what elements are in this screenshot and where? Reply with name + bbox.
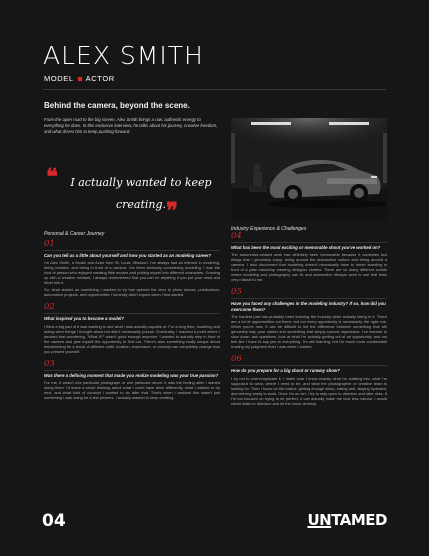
role-model: MODEL	[44, 74, 74, 83]
qa-block	[44, 303, 220, 353]
right-section-title: Industry Experience & Challenges	[231, 226, 307, 232]
qa-block	[44, 240, 220, 297]
open-quote-icon: ❝	[46, 164, 58, 190]
brand-logo	[307, 511, 387, 529]
left-section-title: Personal & Career Journey	[44, 231, 105, 237]
qa-block	[231, 232, 387, 282]
article-intro: From the open road to the big screen, Alex Smith brings a raw, authentic energy to everything he does. In this exclusive interview, he talks about his journey, creative freedom, and what drives him to keep pushing forward.	[44, 117, 218, 134]
role-actor: ACTOR	[85, 74, 115, 83]
answer-paragraph: I try not to overcomplicate it. I make sure I know exactly what I'm walking into, what I'm supposed to wear, where I need to be, and what the photographer or creative team is looking for. Then I focus on the basics: getting enough sleep, eating well, staying hydrated, and arriving ready to work. Once I'm on set, I try to stay open to direction and take risks. If I'm too focused on trying to be perfect, it can actually make me look less natural. I would rather listen to direction and let the shoot develop.	[231, 375, 387, 406]
role-separator-icon	[78, 77, 82, 81]
question-text: What inspired you to become a model?	[44, 316, 124, 322]
question-number: 05	[231, 288, 387, 299]
qa-block	[231, 355, 387, 405]
question-number: 06	[231, 355, 387, 366]
roles-line	[44, 74, 115, 83]
answer-paragraph: So, what started as something I wanted to try has opened the door to photo shoots, publications, automotive projects, and opportunities I honestly didn't expect when I first started.	[44, 287, 220, 298]
brand-logo-part-1: UN	[307, 511, 332, 529]
qa-block	[231, 288, 387, 349]
question-number: 02	[44, 303, 220, 314]
close-quote-icon: ❞	[166, 198, 178, 224]
hero-photo	[231, 118, 387, 222]
page-number: 04	[42, 511, 66, 531]
model-name: ALEX SMITH	[43, 41, 204, 70]
car-photo-illustration	[231, 118, 387, 222]
right-column	[231, 232, 387, 412]
question-text: How do you prepare for a big shoot or runway show?	[231, 368, 340, 374]
question-text: Can you tell us a little about yourself and how you started as an modeling career?	[44, 253, 212, 258]
question-text: Have you faced any challenges in the modeling industry? If so, how did you overcome them?	[231, 301, 386, 312]
pull-quote	[44, 160, 222, 224]
left-column	[44, 240, 220, 406]
question-text: What has been the most exciting or memorable shoot you've worked on?	[231, 245, 381, 250]
brand-logo-part-2: TAMED	[331, 511, 387, 529]
answer-paragraph: For me, it wasn't one particular photograph or one particular shoot. It was the feeling after I started doing them. I'd leave a shoot thinking about what I could have done differently, what I wanted to try next, and what kind of concept I wanted to do after that. That's when I realized this wasn't just something I was doing for a few pictures. I actually wanted to keep creating.	[44, 380, 220, 401]
answer-paragraph: The automotive-related work has definitely been memorable because it combines two things that I genuinely enjoy: being around the automotive culture and being around a camera. I also discovered that modeling doesn't necessarily have to mean standing in front of a plain backdrop wearing designer clothes. There are so many different worlds where modeling and photography can fit, and automotive lifestyle work is one that feels very natural to me.	[231, 252, 387, 283]
article-headline: Behind the camera, beyond the scene.	[44, 101, 190, 110]
question-text: Was there a defining moment that made you realize modeling was your true passion?	[44, 372, 219, 378]
header-divider	[43, 89, 386, 90]
question-number: 04	[231, 232, 387, 243]
question-number: 01	[44, 240, 220, 251]
answer-paragraph: The hardest part has probably been learning the industry while actually being in it. There are a lot of opportunities out there, but not every opportunity is necessarily the right one. When you're new, it can be difficult to tell the difference between something that will genuinely help your career and something that simply sounds impressive. I've learned to slow down, ask questions, look at what I'm actually getting out of an opportunity, and not feel like I have to say yes to everything. I'm still learning, but I'm much more comfortable trusting my judgment than I was when I started.	[231, 314, 387, 350]
pull-quote-text: I actually wanted to keep creating.	[70, 176, 212, 211]
qa-block	[44, 360, 220, 400]
answer-paragraph: I'm Alex Smith, a Model and Actor from St. Louis, Missouri. I've always had an interest in modeling, being creative, and being in front of a camera. I've been seriously considering modeling. I was the kind of person who enjoyed creating little movies and putting myself into different characters. Growing up with a creative mindset, I always remembered that you can be anything if you put your mind and heart into it.	[44, 260, 220, 286]
answer-paragraph: I think a big part of it was wanting to see what I was actually capable of. For a long time, modeling and acting were things I thought about but didn't necessarily pursue. Eventually, I reached a point where I decided that wondering, "What if?" wasn't good enough anymore. I wanted to actually step in front of the camera and give myself the opportunity to find out. There's also something really unique about transforming for a shoot. A different outfit, location, expression, or concept can completely change how you present yourself.	[44, 323, 220, 354]
question-number: 03	[44, 360, 220, 371]
